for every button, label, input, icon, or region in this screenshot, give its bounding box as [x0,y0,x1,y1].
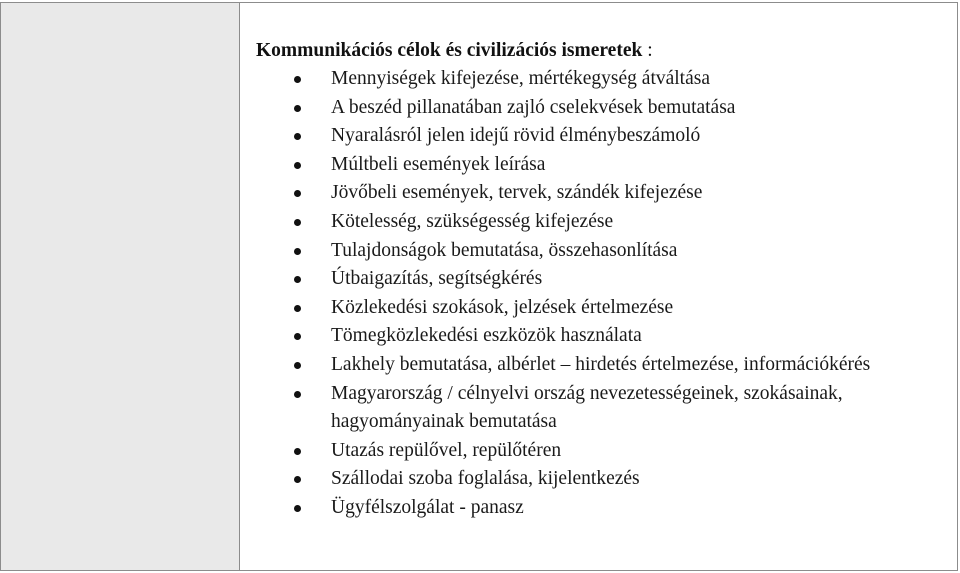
list-item-text: Ügyfélszolgálat - panasz [331,496,524,518]
bullet-icon [294,190,301,197]
list-item [256,122,947,151]
bullet-icon [294,276,301,283]
bullet-icon [294,448,301,455]
list-item [256,208,947,237]
list-item-text: Útbaigazítás, segítségkérés [331,268,543,290]
bullet-icon [294,162,301,169]
content-table [0,2,958,571]
list-item [256,65,947,94]
list-item-text: A beszéd pillanatában zajló cselekvések bemutatása [331,96,736,118]
list-item-text: Múltbeli események leírása [331,153,546,175]
table-content-cell [240,3,957,570]
bullet-icon [294,248,301,255]
list-item-text: Kötelesség, szükségesség kifejezése [331,210,614,232]
list-item [256,494,947,523]
list-item [256,322,947,351]
list-item [256,179,947,208]
bullet-icon [294,476,301,483]
list-item-text: Tömegközlekedési eszközök használata [331,325,642,347]
list-item [256,94,947,123]
list-item [256,465,947,494]
list-item-text: Magyarország / célnyelvi ország nevezetességeinek, szokásainak, hagyományainak bemutatása [331,382,843,433]
bullet-icon [294,505,301,512]
list-item-text: Lakhely bemutatása, albérlet – hirdetés értelmezése, információkérés [331,353,871,375]
bullet-icon [294,219,301,226]
topic-list [256,65,947,523]
section-content [256,37,947,523]
bullet-icon [294,391,301,398]
list-item-text: Jövőbeli események, tervek, szándék kifejezése [331,182,703,204]
list-item [256,151,947,180]
bullet-icon [294,362,301,369]
list-item-text: Utazás repülővel, repülőtéren [331,439,562,461]
bullet-icon [294,133,301,140]
list-item [256,265,947,294]
bullet-icon [294,305,301,312]
list-item-text: Tulajdonságok bemutatása, összehasonlítása [331,239,678,261]
list-item-text: Közlekedési szokások, jelzések értelmezése [331,296,674,318]
bullet-icon [294,105,301,112]
section-heading-text: Kommunikációs célok és civilizációs ismeretek [256,40,643,61]
list-item-text: Mennyiségek kifejezése, mértékegység átváltása [331,68,711,89]
list-item [256,351,947,380]
list-item [256,294,947,323]
section-heading [256,37,947,65]
table-label-cell [1,3,240,570]
section-heading-suffix: : [642,40,653,61]
list-item [256,237,947,266]
bullet-icon [294,76,301,83]
list-item-text: Szállodai szoba foglalása, kijelentkezés [331,468,640,490]
list-item [256,437,947,466]
bullet-icon [294,333,301,340]
list-item [256,380,947,437]
list-item-text: Nyaralásról jelen idejű rövid élménybeszámoló [331,125,701,147]
